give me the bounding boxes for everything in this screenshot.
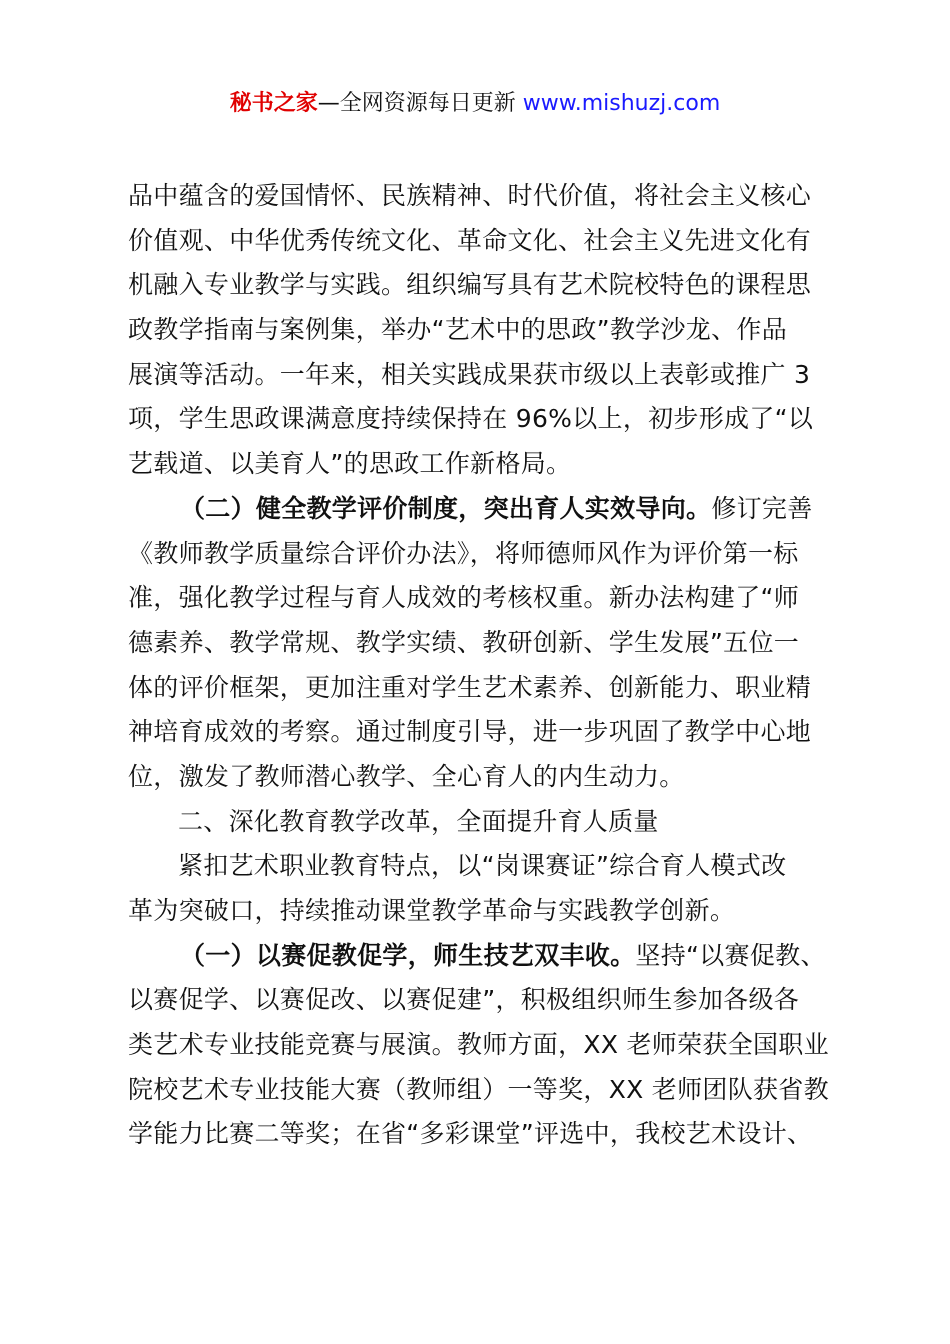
text-line: 体的评价框架，更加注重对学生艺术素养、创新能力、职业精 — [128, 672, 812, 702]
text-line: 位，激发了教师潜心教学、全心育人的内生动力。 — [128, 761, 685, 791]
section-heading-line — [128, 487, 848, 532]
text-line: 政教学指南与案例集，举办“艺术中的思政”教学沙龙、作品 — [128, 315, 788, 345]
brand-name: 秘书之家 — [229, 91, 318, 116]
text-line: 《教师教学质量综合评价办法》，将师德师风作为评价第一标 — [128, 538, 799, 568]
text-line: 价值观、中华优秀传统文化、革命文化、社会主义先进文化有 — [128, 225, 812, 255]
text-line: 德素养、教学常规、教学实绩、教研创新、学生发展”五位一 — [128, 627, 800, 657]
text-line: 艺载道、以美育人”的思政工作新格局。 — [128, 449, 572, 479]
text-line: 准，强化教学过程与育人成效的考核权重。新办法构建了“师 — [128, 583, 800, 613]
header-tagline: —全网资源每日更新 — [317, 91, 523, 116]
document-body — [128, 174, 848, 1157]
text-line: 品中蕴含的爱国情怀、民族精神、时代价值，将社会主义核心 — [128, 181, 812, 210]
text-run: 修订完善 — [711, 493, 813, 523]
text-line: 以赛促学、以赛促改、以赛促建”，积极组织师生参加各级各 — [128, 985, 800, 1015]
text-line: 机融入专业教学与实践。组织编写具有艺术院校特色的课程思 — [128, 270, 812, 300]
chapter-heading: 二、深化教育教学改革，全面提升育人质量 — [178, 806, 659, 836]
page-header — [0, 86, 950, 122]
text-line: 紧扣艺术职业教育特点，以“岗课赛证”综合育人模式改 — [178, 851, 787, 881]
text-run: 坚持“以赛促教、 — [635, 940, 826, 970]
text-line: 项，学生思政课满意度持续保持在 96%以上，初步形成了“以 — [128, 404, 814, 434]
text-line: 院校艺术专业技能大赛（教师组）一等奖，XX 老师团队获省教 — [128, 1074, 829, 1104]
section-heading: （二）健全教学评价制度，突出育人实效导向。 — [180, 493, 712, 523]
text-line: 神培育成效的考察。通过制度引导，进一步巩固了教学中心地 — [128, 717, 812, 747]
text-line: 类艺术专业技能竞赛与展演。教师方面，XX 老师荣获全国职业 — [128, 1030, 829, 1060]
site-url[interactable]: www.mishuzj.com — [522, 91, 721, 116]
text-line: 革为突破口，持续推动课堂教学革命与实践教学创新。 — [128, 896, 736, 925]
section-heading-line — [128, 934, 848, 979]
section-heading: （一）以赛促教促学，师生技艺双丰收。 — [180, 940, 636, 970]
text-line: 展演等活动。一年来，相关实践成果获市级以上表彰或推广 3 — [128, 359, 811, 389]
text-line: 学能力比赛二等奖；在省“多彩课堂”评选中，我校艺术设计、 — [128, 1119, 813, 1149]
